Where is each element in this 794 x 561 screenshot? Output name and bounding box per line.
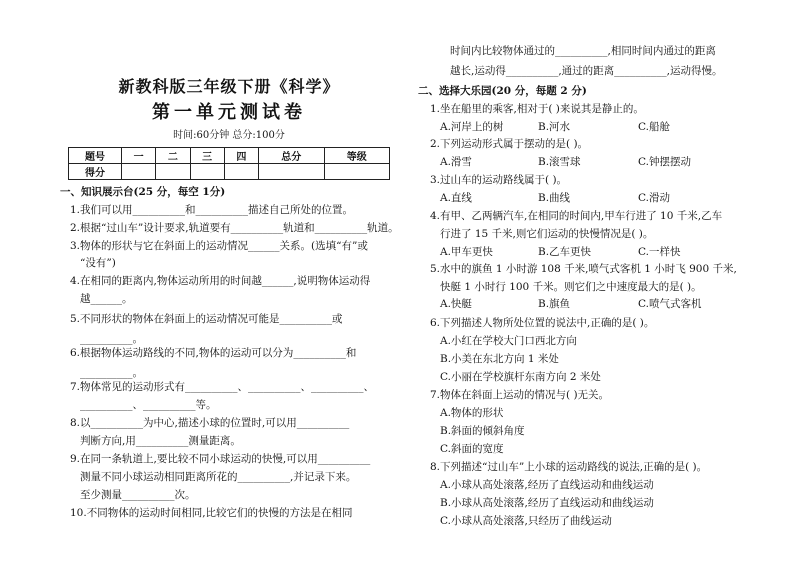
question-line: 10.不同物体的运动时间相同,比较它们的快慢的方法是在相同: [70, 507, 353, 519]
question-line: 3.物体的形状与它在斜面上的运动情况______关系。(选填“有”或: [70, 240, 368, 252]
question-line: 6.下列描述人物所处位置的说法中,正确的是( )。: [430, 317, 655, 329]
question-line: 2.根据“过山车”设计要求,轨道要有__________轨道和__________轨道。: [70, 222, 399, 234]
score-header-cell: 三: [190, 148, 224, 164]
question-line: 1.我们可以用__________和__________描述自己所处的位置。: [70, 204, 354, 216]
question-line: 4.有甲、乙两辆汽车,在相同的时间内,甲车行进了 10 千米,乙车: [430, 210, 723, 222]
score-header-cell: 总分: [259, 148, 324, 164]
question-line: 行进了 15 千米,则它们运动的快慢情况是( )。: [440, 228, 654, 240]
option-c: C.船舱: [638, 121, 670, 133]
option-a: A.河岸上的树: [440, 121, 504, 133]
score-table: [68, 147, 390, 180]
question-line: 至少测量__________次。: [80, 489, 196, 501]
score-header-cell: 等级: [324, 148, 390, 164]
question-line: 7.物体常见的运动形式有__________、__________、__________、: [70, 381, 375, 393]
option-a: A.甲车更快: [440, 246, 493, 258]
option-a: A.快艇: [440, 298, 472, 310]
question-line: 4.在相同的距离内,物体运动所用的时间越______,说明物体运动得: [70, 275, 371, 287]
question-line: 越______。: [80, 293, 133, 305]
score-header-cell: 一: [122, 148, 156, 164]
option-b: B.旗鱼: [538, 298, 571, 310]
option-b: B.小球从高处滚落,经历了直线运动和曲线运动: [440, 497, 654, 509]
section-heading-1: 一、知识展示台(25 分，每空 1分): [60, 186, 226, 198]
option-b: B.河水: [538, 121, 571, 133]
exam-title: 新教科版三年级下册《科学》: [118, 77, 340, 96]
question-line: 6.根据物体运动路线的不同,物体的运动可以分为__________和: [70, 347, 357, 359]
option-b: B.乙车更快: [538, 246, 592, 258]
score-cell[interactable]: [156, 164, 190, 180]
question-line: 时间内比较物体通过的__________,相同时间内通过的距离: [450, 45, 716, 57]
question-line: 5.不同形状的物体在斜面上的运动情况可能是__________或: [70, 313, 343, 325]
score-cell[interactable]: [190, 164, 224, 180]
question-line: __________、__________等。: [80, 399, 217, 411]
score-cell[interactable]: [259, 164, 324, 180]
option-a: A.物体的形状: [440, 407, 504, 419]
score-cell[interactable]: [122, 164, 156, 180]
option-b: B.小美在东北方向 1 米处: [440, 353, 559, 365]
score-row-label: 得分: [69, 164, 122, 180]
option-c: C.小丽在学校旗杆东南方向 2 米处: [440, 371, 601, 383]
question-line: 1.坐在船里的乘客,相对于( )来说其是静止的。: [430, 103, 644, 115]
option-a: A.小球从高处滚落,经历了直线运动和曲线运动: [440, 479, 654, 491]
question-line: 8.以__________为中心,描述小球的位置时,可以用__________: [70, 417, 350, 429]
question-line: 快艇 1 小时行 100 千米。则它们之中速度最大的是( )。: [440, 281, 702, 293]
question-line: 判断方向,用__________测量距离。: [80, 435, 241, 447]
question-line: 3.过山车的运动路线属于( )。: [430, 174, 568, 186]
score-cell[interactable]: [224, 164, 258, 180]
option-b: B.斜面的倾斜角度: [440, 425, 525, 437]
option-a: A.直线: [440, 192, 472, 204]
question-line: 7.物体在斜面上运动的情况与( )无关。: [430, 389, 610, 401]
score-table-header-row: [69, 148, 390, 164]
exam-meta: 时间:60分钟 总分:100分: [173, 130, 285, 141]
score-header-cell: 二: [156, 148, 190, 164]
score-cell[interactable]: [324, 164, 390, 180]
option-c: C.小球从高处滚落,只经历了曲线运动: [440, 515, 612, 527]
question-line: “没有”): [80, 257, 116, 269]
option-a: A.滑雪: [440, 156, 472, 168]
section-heading-2: 二、选择大乐园(20 分，每题 2 分): [418, 85, 587, 97]
score-header-cell: 题号: [69, 148, 122, 164]
option-c: C.滑动: [638, 192, 670, 204]
option-b: B.滚雪球: [538, 156, 581, 168]
question-line: 9.在同一条轨道上,要比较不同小球运动的快慢,可以用__________: [70, 453, 371, 465]
exam-subtitle: 第一单元测试卷: [152, 102, 306, 123]
score-header-cell: 四: [224, 148, 258, 164]
question-line: 8.下列描述“过山车”上小球的运动路线的说法,正确的是( )。: [430, 461, 708, 473]
option-b: B.曲线: [538, 192, 571, 204]
question-line: 测量不同小球运动相同距离所花的__________,并记录下来。: [80, 471, 357, 483]
question-line: 2.下列运动形式属于摆动的是( )。: [430, 138, 589, 150]
question-line: 5.水中的旗鱼 1 小时游 108 千米,喷气式客机 1 小时飞 900 千米,: [430, 263, 737, 275]
question-line: __________。: [80, 367, 143, 379]
option-c: C.一样快: [638, 246, 681, 258]
option-c: C.斜面的宽度: [440, 443, 504, 455]
option-c: C.钟摆摆动: [638, 156, 691, 168]
option-a: A.小红在学校大门口西北方向: [440, 335, 577, 347]
option-c: C.喷气式客机: [638, 298, 702, 310]
score-table-score-row: [69, 164, 390, 180]
question-line: __________。: [80, 333, 143, 345]
question-line: 越长,运动得__________,通过的距离__________,运动得慢。: [450, 65, 723, 77]
